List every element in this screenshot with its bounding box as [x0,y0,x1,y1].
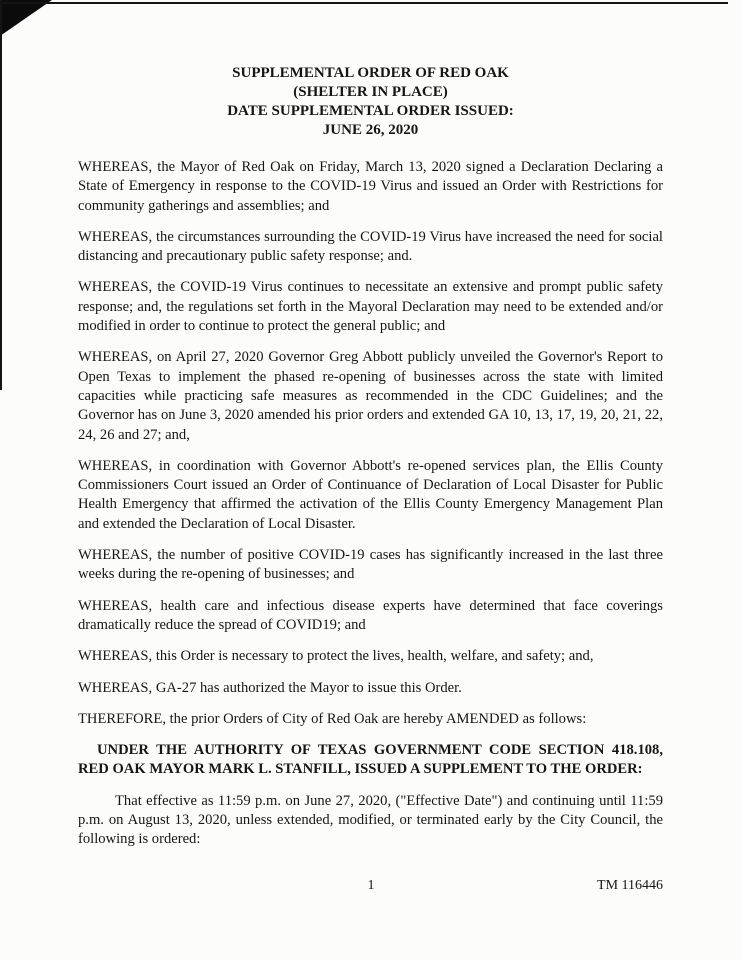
whereas-paragraph-6: WHEREAS, the number of positive COVID-19 cases has significantly increased in the last three weeks during the re-opening of businesses; and [78,547,663,583]
whereas-paragraph-3: WHEREAS, the COVID-19 Virus continues to necessitate an extensive and prompt public safety response; and, the regulations set forth in the Mayoral Declaration may need to be extended and/or modified in order to continue to protect the general public; and [78,279,663,335]
page-number: 1 [367,878,375,893]
title-line-4: JUNE 26, 2020 [322,122,419,138]
whereas-paragraph-4: WHEREAS, on April 27, 2020 Governor Greg Abbott publicly unveiled the Governor's Report to Open Texas to implement the phased re-opening of businesses across the state with limited capacities while practicing safe measures as recommended in the CDC Guidelines; and the Governor has on June 3, 2020 amended his prior orders and extended GA 10, 13, 17, 19, 20, 21, 22, 24, 26 and 27; and, [78,349,663,443]
whereas-paragraph-1: WHEREAS, the Mayor of Red Oak on Friday, March 13, 2020 signed a Declaration Declaring a State of Emergency in response to the COVID-19 Virus and issued an Order with Restrictions for community gatherings and assemblies; and [78,159,663,214]
title-line-3: DATE SUPPLEMENTAL ORDER ISSUED: [227,103,514,119]
therefore-paragraph: THEREFORE, the prior Orders of City of Red Oak are hereby AMENDED as follows: [78,710,587,727]
scan-artifact-corner [0,0,52,36]
effective-date-paragraph: That effective as 11:59 p.m. on June 27, 2020, ("Effective Date") and continuing until 11:59 p.m. on August 13, 2020, unless extended, modified, or terminated early by the City Council, the following is ordered: [78,792,663,848]
document-title-block [78,64,663,140]
authority-statement: UNDER THE AUTHORITY OF TEXAS GOVERNMENT CODE SECTION 418.108, RED OAK MAYOR MARK L. STANFILL, ISSUED A SUPPLEMENT TO THE ORDER: [78,742,663,778]
document-footer [0,878,742,898]
whereas-paragraph-9: WHEREAS, GA-27 has authorized the Mayor to issue this Order. [78,679,462,696]
scan-artifact-left-edge [0,0,2,390]
whereas-paragraph-5: WHEREAS, in coordination with Governor Abbott's re-opened services plan, the Ellis County Commissioners Court issued an Order of Continuance of Declaration of Local Disaster for Public Health Emergency that affirmed the activation of the Ellis County Emergency Management Plan and extended the Declaration of Local Disaster. [78,457,663,532]
title-line-1: SUPPLEMENTAL ORDER OF RED OAK [232,65,509,81]
whereas-paragraph-8: WHEREAS, this Order is necessary to protect the lives, health, welfare, and safety; and, [78,648,594,665]
document-reference-number: TM 116446 [597,878,663,893]
document-body [78,158,663,862]
whereas-paragraph-2: WHEREAS, the circumstances surrounding the COVID-19 Virus have increased the need for social distancing and precautionary public safety response; and. [78,228,663,265]
title-line-2: (SHELTER IN PLACE) [293,84,448,100]
scan-artifact-top-edge [0,2,728,4]
whereas-paragraph-7: WHEREAS, health care and infectious disease experts have determined that face coverings dramatically reduce the spread of COVID19; and [78,597,663,633]
